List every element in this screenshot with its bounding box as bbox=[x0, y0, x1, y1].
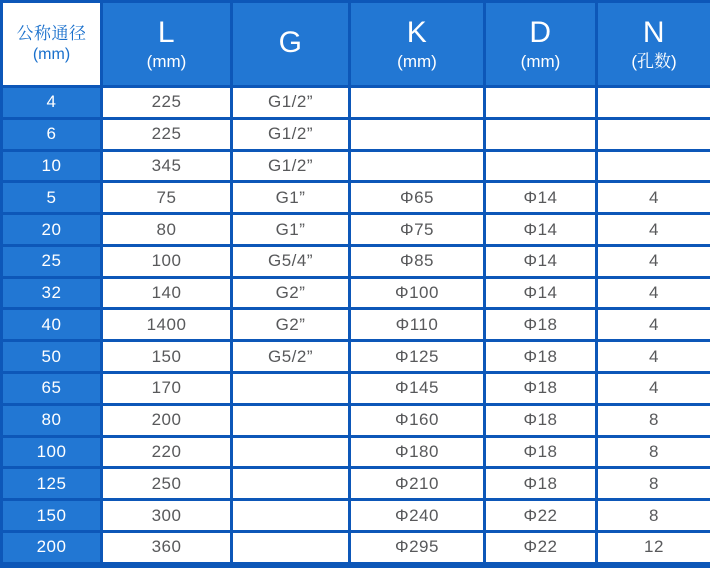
header-subtitle: (mm) bbox=[32, 46, 71, 63]
table-header-row bbox=[2, 2, 710, 87]
table-cell: 80 bbox=[102, 214, 232, 246]
header-subtitle: (孔数) bbox=[631, 52, 677, 71]
header-subtitle: (mm) bbox=[146, 52, 187, 71]
table-cell: 12 bbox=[597, 531, 710, 565]
row-header-cell: 200 bbox=[2, 531, 102, 565]
header-title: L bbox=[157, 16, 176, 49]
table-cell: G1” bbox=[232, 214, 350, 246]
table-row bbox=[2, 468, 710, 500]
table-row bbox=[2, 245, 710, 277]
table-cell: Φ85 bbox=[350, 245, 485, 277]
row-header-cell: 125 bbox=[2, 468, 102, 500]
table-cell: 100 bbox=[102, 245, 232, 277]
table-cell: Φ18 bbox=[485, 341, 597, 373]
table-cell: 4 bbox=[597, 277, 710, 309]
row-header-cell: 40 bbox=[2, 309, 102, 341]
table-cell: Φ125 bbox=[350, 341, 485, 373]
table-row bbox=[2, 436, 710, 468]
table-cell bbox=[232, 373, 350, 405]
table-cell: Φ145 bbox=[350, 373, 485, 405]
table-cell: Φ14 bbox=[485, 214, 597, 246]
table-cell: 360 bbox=[102, 531, 232, 565]
row-header-cell: 25 bbox=[2, 245, 102, 277]
table-cell: 8 bbox=[597, 404, 710, 436]
table-row bbox=[2, 214, 710, 246]
row-header-cell: 6 bbox=[2, 118, 102, 150]
table-cell bbox=[350, 150, 485, 182]
table-cell: 4 bbox=[597, 309, 710, 341]
table-cell: G2” bbox=[232, 277, 350, 309]
table-cell: 140 bbox=[102, 277, 232, 309]
table-cell: Φ18 bbox=[485, 373, 597, 405]
table-row bbox=[2, 309, 710, 341]
row-header-cell: 65 bbox=[2, 373, 102, 405]
table-cell: 4 bbox=[597, 373, 710, 405]
table-cell: G1/2” bbox=[232, 118, 350, 150]
table-cell: Φ18 bbox=[485, 309, 597, 341]
table-cell: G1/2” bbox=[232, 87, 350, 119]
table-cell: Φ18 bbox=[485, 404, 597, 436]
table-cell bbox=[597, 87, 710, 119]
row-header-cell: 10 bbox=[2, 150, 102, 182]
table-cell: Φ210 bbox=[350, 468, 485, 500]
table-cell: 1400 bbox=[102, 309, 232, 341]
table-cell bbox=[485, 87, 597, 119]
table-cell: 4 bbox=[597, 245, 710, 277]
table-cell: 8 bbox=[597, 468, 710, 500]
table-cell: Φ65 bbox=[350, 182, 485, 214]
header-subtitle: (mm) bbox=[520, 52, 561, 71]
table-cell bbox=[597, 150, 710, 182]
table-cell: 220 bbox=[102, 436, 232, 468]
table-cell: G5/2” bbox=[232, 341, 350, 373]
table-cell: Φ14 bbox=[485, 182, 597, 214]
table-cell: 75 bbox=[102, 182, 232, 214]
table-row bbox=[2, 87, 710, 119]
table-cell: Φ240 bbox=[350, 500, 485, 532]
table-row bbox=[2, 182, 710, 214]
table-cell: 345 bbox=[102, 150, 232, 182]
table-row bbox=[2, 531, 710, 565]
table-cell: 8 bbox=[597, 500, 710, 532]
table-cell: Φ100 bbox=[350, 277, 485, 309]
header-title: D bbox=[529, 16, 552, 49]
table-cell bbox=[232, 404, 350, 436]
header-title: G bbox=[278, 26, 303, 59]
header-cell-L bbox=[102, 2, 232, 87]
table-cell: 225 bbox=[102, 87, 232, 119]
header-title: N bbox=[642, 16, 666, 49]
table-cell: Φ22 bbox=[485, 531, 597, 565]
table-row bbox=[2, 500, 710, 532]
table-cell bbox=[232, 468, 350, 500]
row-header-cell: 4 bbox=[2, 87, 102, 119]
row-header-cell: 20 bbox=[2, 214, 102, 246]
header-title: K bbox=[406, 16, 428, 49]
table-cell: G2” bbox=[232, 309, 350, 341]
row-header-cell: 150 bbox=[2, 500, 102, 532]
table-cell: Φ18 bbox=[485, 468, 597, 500]
header-cell-N bbox=[597, 2, 710, 87]
row-header-cell: 32 bbox=[2, 277, 102, 309]
table-cell bbox=[350, 118, 485, 150]
row-header-cell: 5 bbox=[2, 182, 102, 214]
table-cell: 170 bbox=[102, 373, 232, 405]
row-header-cell: 50 bbox=[2, 341, 102, 373]
table-cell: 200 bbox=[102, 404, 232, 436]
table-cell: G1” bbox=[232, 182, 350, 214]
table-row bbox=[2, 341, 710, 373]
table-cell bbox=[485, 150, 597, 182]
table-cell bbox=[597, 118, 710, 150]
header-subtitle: (mm) bbox=[397, 52, 437, 71]
table-cell bbox=[350, 87, 485, 119]
table-cell: Φ295 bbox=[350, 531, 485, 565]
table-cell: 4 bbox=[597, 214, 710, 246]
table-cell: Φ22 bbox=[485, 500, 597, 532]
row-header-cell: 100 bbox=[2, 436, 102, 468]
header-cell-nominal-diameter bbox=[2, 2, 102, 87]
table-cell: 4 bbox=[597, 341, 710, 373]
table-body bbox=[2, 87, 710, 566]
table-cell bbox=[232, 436, 350, 468]
table-cell: Φ180 bbox=[350, 436, 485, 468]
table-cell: Φ14 bbox=[485, 245, 597, 277]
table-cell: 300 bbox=[102, 500, 232, 532]
table-cell: Φ75 bbox=[350, 214, 485, 246]
table-cell: 4 bbox=[597, 182, 710, 214]
table-row bbox=[2, 373, 710, 405]
table-cell bbox=[485, 118, 597, 150]
table-cell: Φ160 bbox=[350, 404, 485, 436]
header-cell-D bbox=[485, 2, 597, 87]
table-row bbox=[2, 404, 710, 436]
table-cell bbox=[232, 500, 350, 532]
table-row bbox=[2, 277, 710, 309]
table-cell: 150 bbox=[102, 341, 232, 373]
header-title: 公称通径 bbox=[16, 24, 87, 43]
table-cell: G5/4” bbox=[232, 245, 350, 277]
header-cell-K bbox=[350, 2, 485, 87]
table-cell: 8 bbox=[597, 436, 710, 468]
table-cell: 225 bbox=[102, 118, 232, 150]
table-cell: Φ18 bbox=[485, 436, 597, 468]
table-cell: Φ110 bbox=[350, 309, 485, 341]
table-row bbox=[2, 150, 710, 182]
table-cell: 250 bbox=[102, 468, 232, 500]
table-cell: G1/2” bbox=[232, 150, 350, 182]
table-cell bbox=[232, 531, 350, 565]
row-header-cell: 80 bbox=[2, 404, 102, 436]
table-cell: Φ14 bbox=[485, 277, 597, 309]
header-cell-G bbox=[232, 2, 350, 87]
table-row bbox=[2, 118, 710, 150]
